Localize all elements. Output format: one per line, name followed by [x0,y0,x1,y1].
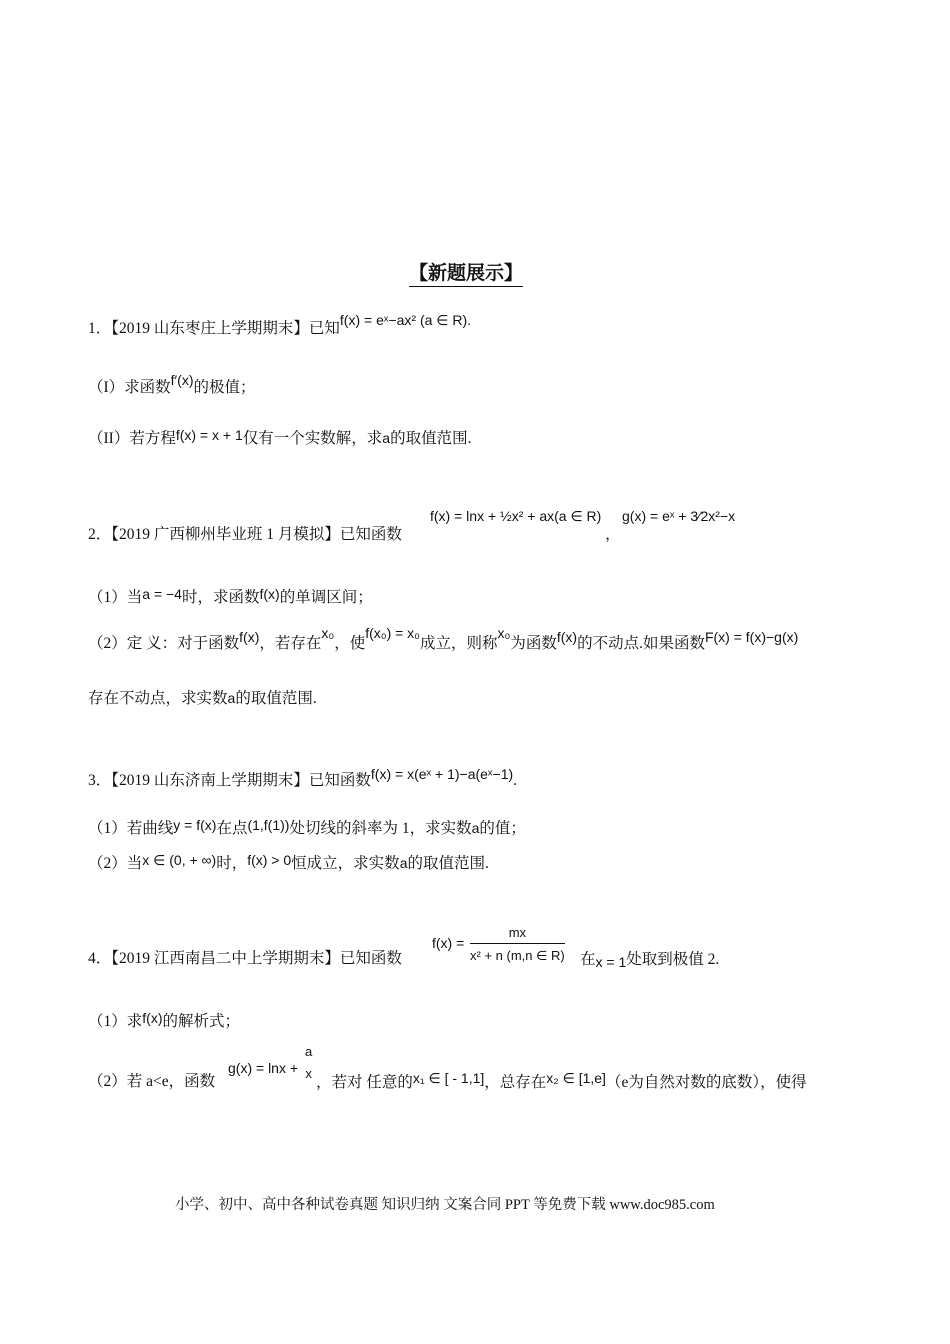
q4-cond: x = 1 [595,954,627,970]
q4-g-denominator: x [305,1066,312,1081]
q2-p1-label: （1）当 [88,589,143,606]
q4-source: 【2019 江西南昌二中上学期期末】已知函数 [111,950,402,967]
q2-part-2-line-2 [88,688,317,709]
q4-part-1 [88,1011,240,1032]
q3-source: 【2019 山东济南上学期期末】已知函数 [111,772,371,789]
q4-x1: x₁ ∈ [ - 1,1] [412,1070,485,1086]
q2-p2-var: a [227,690,236,706]
q2-p1-formula: a = −4 [142,586,182,602]
q3-p1-point: (1,f(1)) [247,817,290,833]
q1-p1-formula: f′(x) [170,372,194,388]
q2-p2-t3: 成立，则称 [420,635,498,652]
page-footer: 小学、初中、高中各种试卷真题 知识归纳 文案合同 PPT 等免费下载 www.doc985.com [175,1197,715,1213]
q4-f-denominator: x² + n (m,n ∈ R) [470,948,565,963]
q1-p1-text: 的极值； [193,379,256,396]
q2-source: 【2019 广西柳州毕业班 1 月模拟】已知函数 [111,526,402,543]
q4-p1-label: （1）求 [88,1013,143,1030]
q1-p2-label: （II）若方程 [88,430,176,447]
q4-p1-end: 的解析式； [162,1013,240,1030]
q4-p2-t1: ，若对 任意的 [316,1074,413,1091]
q2-p2-func: f(x) [239,629,260,645]
q3-p2-end: 的取值范围. [407,855,489,872]
q1-formula: f(x) = eˣ−ax² (a ∈ R). [339,312,472,328]
q2-p1-end: 的单调区间； [279,589,373,606]
q4-f-numerator: mx [470,925,565,944]
question-2-header [88,525,402,545]
q4-f-lhs: f(x) = [432,935,465,951]
q3-p1-var: a [471,820,480,836]
q2-p2-t1: ，若存在 [259,635,322,652]
q4-part-2-rest [316,1072,807,1093]
q1-p2-formula: f(x) = x + 1 [175,427,243,443]
q1-p1-label: （I）求函数 [88,379,171,396]
q1-part-1 [88,372,256,398]
q2-p1-text: 时，求函数 [181,589,260,606]
q4-t2: 处取到极值 2. [626,951,720,968]
q2-number: 2． [88,526,112,543]
q1-p2-text: 仅有一个实数解，求 [242,430,383,447]
q3-p2-t2: 恒成立，求实数 [291,855,400,872]
q3-p1-curve: y = f(x) [173,817,217,833]
q3-p2-ineq: f(x) > 0 [247,852,292,868]
q2-p2-t4: 为函数 [510,635,557,652]
q2-p2-line2: 存在不动点，求实数 [88,690,228,707]
q4-f-fraction [470,925,565,964]
q2-p1-func: f(x) [259,586,280,602]
q4-p1-func: f(x) [142,1010,163,1026]
q3-p1-label: （1）若曲线 [88,820,174,837]
q1-p2-var: a [382,430,391,446]
q3-part-2 [88,853,489,874]
q3-p2-t1: 时， [216,855,248,872]
q4-p2-t2: ，总存在 [484,1074,547,1091]
page-title: 【新题展示】 [409,258,523,287]
q2-f-formula: f(x) = lnx + ½x² + ax(a ∈ R) [430,508,602,524]
q4-x2: x₂ ∈ [1,e] [546,1070,606,1086]
q2-p2-t2: ，使 [334,635,366,652]
q2-p2-x0b: x₀ [497,625,511,641]
q4-cond-line [580,949,719,970]
q3-dot: . [513,772,518,789]
q2-separator: ， [605,526,621,543]
q2-p2-eq: f(x₀) = x₀ [365,625,420,641]
q4-number: 4． [88,950,112,967]
q3-p1-end: 的值； [479,820,526,837]
q1-source: 【2019 山东枣庄上学期期末】已知 [111,320,340,337]
q4-part-2-lead [88,1072,215,1092]
q1-number: 1． [88,320,112,337]
q1-part-2 [88,428,471,449]
q3-p2-label: （2）当 [88,855,143,872]
q3-p1-t1: 在点 [216,820,248,837]
q2-part-1 [88,587,373,608]
q2-p2-label: （2）定 义：对于函数 [88,635,240,652]
q2-part-2 [88,625,799,654]
q2-p2-t5: 的不动点.如果函数 [577,635,705,652]
question-3-header [88,766,518,791]
q4-p2-t3: （e为自然对数的底数），使得 [605,1074,807,1091]
q4-g-lhs: g(x) = lnx + [228,1060,299,1076]
q2-p2-func2: f(x) [556,629,578,645]
q2-g-formula: g(x) = eˣ + 3⁄2x²−x [622,508,736,524]
question-4-header [88,949,402,969]
q4-g-numerator: a [305,1044,313,1059]
q1-p2-end: 的取值范围. [390,430,472,447]
q3-number: 3． [88,772,112,789]
q4-p2-label: （2）若 a<e，函数 [88,1073,216,1090]
q2-p2-end: 的取值范围. [235,690,317,707]
q2-p2-F: F(x) = f(x)−g(x) [704,629,799,645]
q4-g-fraction [303,1044,314,1082]
q2-p2-x0: x₀ [321,625,335,641]
q4-t1: 在 [580,951,596,968]
q3-part-1 [88,818,526,839]
question-1-header [88,312,472,339]
q3-p2-range: x ∈ (0, + ∞) [142,852,217,868]
q3-p2-var: a [399,855,408,871]
q3-formula: f(x) = x(eˣ + 1)−a(eˣ−1) [370,766,514,782]
q3-p1-t2: 处切线的斜率为 1，求实数 [289,820,472,837]
